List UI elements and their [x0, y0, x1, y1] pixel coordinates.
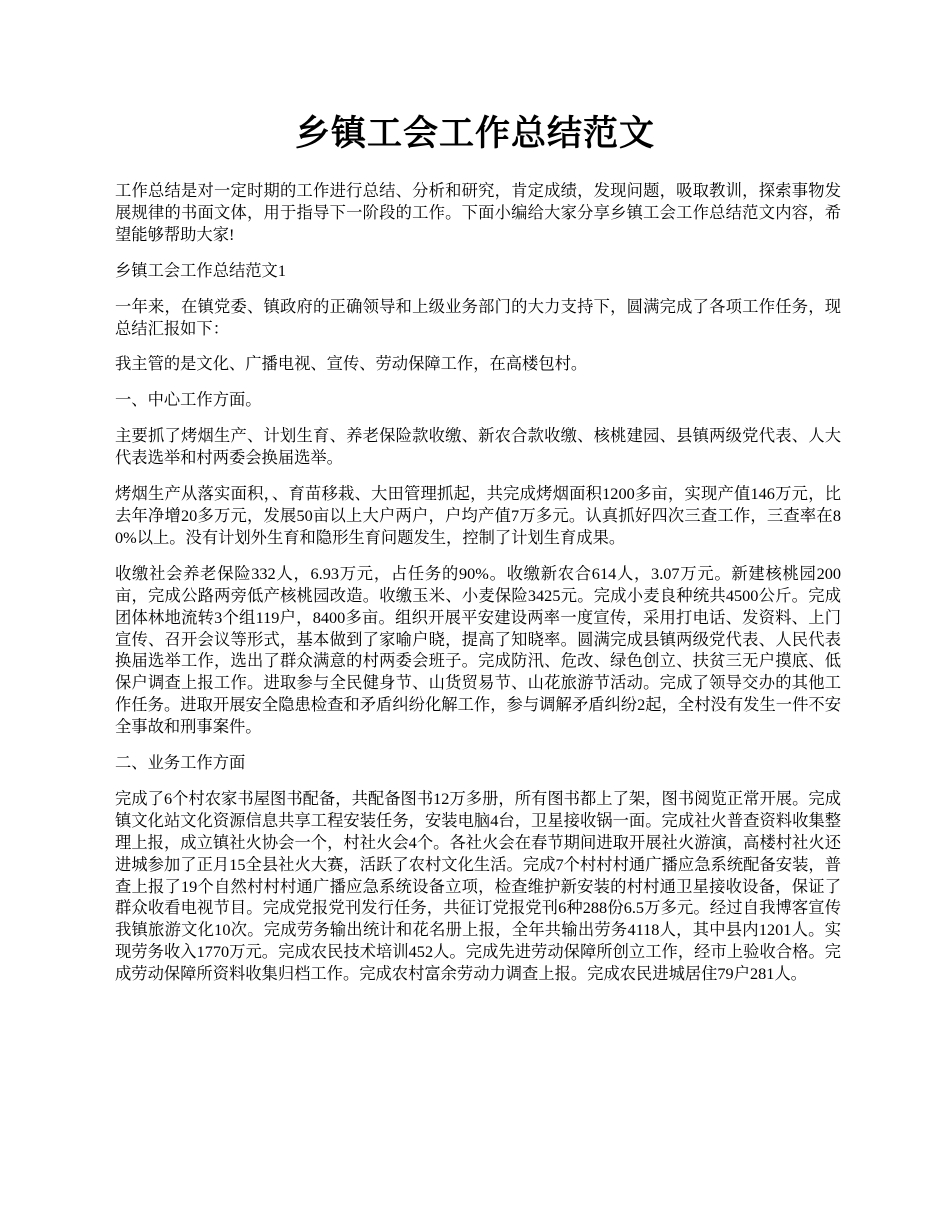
paragraph: 烤烟生产从落实面积，、育苗移栽、大田管理抓起，共完成烤烟面积1200多亩，实现产值146万元，比去年净增20多万元，发展50亩以上大户两户，户均产值7万多元。认真抓好四次三查工作，三查率在80%以上。没有计划外生育和隐形生育问题发生，控制了计划生育成果。 — [115, 484, 841, 547]
paragraph: 我主管的是文化、广播电视、宣传、劳动保障工作，在高楼包村。 — [115, 354, 588, 374]
section-heading: 乡镇工会工作总结范文1 — [115, 260, 286, 280]
subsection-heading: 二、业务工作方面 — [115, 753, 246, 773]
subsection-heading: 一、中心工作方面。 — [115, 390, 262, 410]
document-title: 乡镇工会工作总结范文 — [294, 114, 655, 153]
paragraph: 完成了6个村农家书屋图书配备，共配备图书12万多册，所有图书都上了架，图书阅览正常开展。完成镇文化站文化资源信息共享工程安装任务，安装电脑4台，卫星接收锅一面。完成社火普查资料收集整理上报，成立镇社火协会一个，村社火会4个。各社火会在春节期间进取开展社火游演，高楼村社火还进城参加了正月15全县社火大赛，活跃了农村文化生活。完成7个村村村通广播应急系统配备安装，普查上报了19个自然村村村通广播应急系统设备立项，检查维护新安装的村村通卫星接收设备，保证了群众收看电视节目。完成党报党刊发行任务，共征订党报党刊6种288份6.5万多元。经过自我博客宣传我镇旅游文化10次。完成劳务输出统计和花名册上报，全年共输出劳务4118人，其中县内1201人。实现劳务收入1770万元。完成农民技术培训452人。完成先进劳动保障所创立工作，经市上验收合格。完成劳动保障所资料收集归档工作。完成农村富余劳动力调查上报。完成农民进城居住79户281人。 — [115, 788, 841, 984]
paragraph: 收缴社会养老保险332人，6.93万元，占任务的90%。收缴新农合614人，3.07万元。新建核桃园200亩，完成公路两旁低产核桃园改造。收缴玉米、小麦保险3425元。完成小麦良种统共4500公斤。完成团体林地流转3个组119户，8400多亩。组织开展平安建设两率一度宣传，采用打电话、发资料、上门宣传、召开会议等形式，基本做到了家喻户晓，提高了知晓率。圆满完成县镇两级党代表、人民代表换届选举工作，选出了群众满意的村两委会班子。完成防汛、危改、绿色创立、扶贫三无户摸底、低保户调查上报工作。进取参与全民健身节、山货贸易节、山花旅游节活动。完成了领导交办的其他工作任务。进取开展安全隐患检查和矛盾纠纷化解工作，参与调解矛盾纠纷2起，全村没有发生一件不安全事故和刑事案件。 — [115, 563, 841, 737]
paragraph: 主要抓了烤烟生产、计划生育、养老保险款收缴、新农合款收缴、核桃建园、县镇两级党代表、人大代表选举和村两委会换届选举。 — [115, 426, 841, 468]
paragraph-intro: 工作总结是对一定时期的工作进行总结、分析和研究，肯定成绩，发现问题，吸取教训，探索事物发展规律的书面文体，用于指导下一阶段的工作。下面小编给大家分享乡镇工会工作总结范文内容，希望能够帮助大家! — [115, 181, 841, 244]
document-body — [115, 180, 841, 999]
paragraph: 一年来，在镇党委、镇政府的正确领导和上级业务部门的大力支持下，圆满完成了各项工作任务，现总结汇报如下： — [115, 296, 841, 338]
